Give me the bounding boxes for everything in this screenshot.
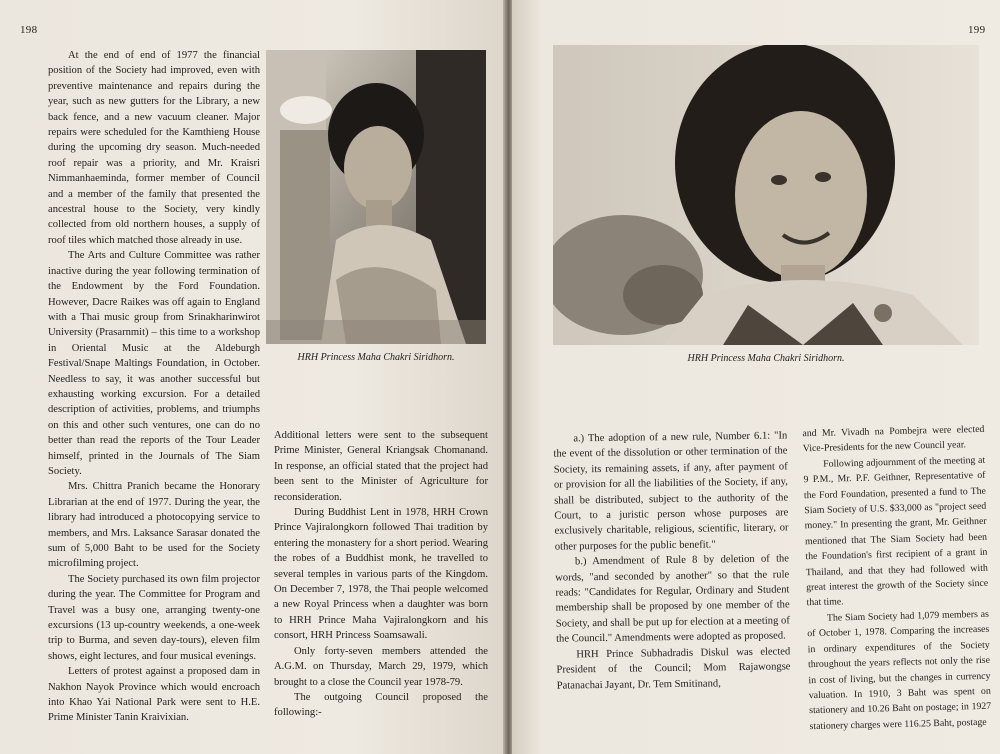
paragraph: Letters of protest against a proposed dam in Nakhon Nayok Province which would encroach into Khao Yai National Park were sent to H.E. Prime Minister Tanin Kraivixian. bbox=[48, 666, 260, 724]
page-number-right: 199 bbox=[968, 24, 986, 36]
left-column-2 bbox=[274, 428, 488, 721]
paragraph: At the end of end of 1977 the financial position of the Society had improved, even with preventive maintenance and repairs during the year, such as new gutters for the Library, a new back fence, and a new vacuum cleaner. Major repairs were scheduled for the Kamthieng House during the upcoming dry season. Much-needed roof repair was a priority, and Mr. Kraisri Nimmanhaeminda, former member of Council and a member of the family that presented the ancestral house to the Society, very kindly collected from old northern houses, a supply of roof tiles which matched those already in use. bbox=[48, 50, 260, 246]
princess-photo-right bbox=[553, 45, 979, 345]
paragraph: Only forty-seven members attended the A.G.M. on Thursday, March 29, 1979, which brought to a close the Council year 1978-79. bbox=[274, 645, 488, 688]
left-column-1 bbox=[48, 48, 260, 726]
paragraph: The Siam Society had 1,079 members as of October 1, 1978. Comparing the increases in ordinary expenditures of the Society throughout the years reflects not only the rise in cost of living, but the changes in currency valuation. In 1910, 3 Baht was spent on stationery and 10.26 Baht on postage; in 1927 stationery charges were 116.25 Baht, postage bbox=[807, 608, 992, 732]
right-column-2 bbox=[802, 422, 991, 734]
paragraph: The Society purchased its own film projector during the year. The Committee for Program and Travel was a busy one, arranging twenty-one excursions (13 up-country weekends, a one-week trip to Burma, and seven day-tours), eleven film shows, eight lectures, and four musical evenings. bbox=[48, 573, 260, 662]
photo-caption-right: HRH Princess Maha Chakri Siridhorn. bbox=[687, 353, 845, 364]
right-page bbox=[512, 0, 1000, 754]
paragraph: Following adjournment of the meeting at 9 P.M., Mr. P.F. Geithner, Representative of the Ford Foundation, presented a fund to The Siam Society of U.S. $33,000 as "project seed money." In presenting the grant, Mr. Geithner mentioned that The Siam Society had been the Foundation's first recipient of a grant in Thailand, and that they had followed with great interest the growth of the Society since that time. bbox=[803, 454, 989, 609]
paragraph: Additional letters were sent to the subsequent Prime Minister, General Kriangsak Chomanand. In response, an official stated that the project had been sent to the Minister of Agriculture for reconsideration. bbox=[274, 430, 488, 503]
paragraph: Mrs. Chittra Pranich became the Honorary Librarian at the end of 1977. During the year, the library had introduced a photocopying service to members, and Mrs. Laksance Sarasar donated the sum of 5,000 Baht to be used for the Society microfilming project. bbox=[48, 481, 260, 570]
paragraph: HRH Prince Subhadradis Diskul was elected President of the Council; Mom Rajawongse Patanachai Jayant, Dr. Tem Smitinand, bbox=[556, 646, 791, 692]
page-number-left: 198 bbox=[20, 24, 38, 36]
paragraph: b.) Amendment of Rule 8 by deletion of the words, "and seconded by another" so that the rule reads: "Candidates for Regular, Ordinary and Student membership shall be proposed by one member of the Society, and shall be put up for election at a meeting of the Council." Amendments were adopted as proposed. bbox=[555, 553, 790, 645]
paragraph: The Arts and Culture Committee was rather inactive during the year following termination of the Endowment by the Ford Foundation. However, Dacre Raikes was off again to England with a Thai music group from Srinakharinwirot University (Prasarnmit) – this time to a workshop in Oriental Music at the Aldeburgh Festival/Snape Maltings Foundation, in October. Needless to say, it was another successful but exhausting working excursion. For a detailed description of activities, problems, and triumphs on this and other such ventures, one can do no better than read the reports of the Tour Leader himself, printed in the Journals of The Siam Society. bbox=[48, 250, 260, 477]
photo-caption-left: HRH Princess Maha Chakri Siridhorn. bbox=[297, 352, 455, 363]
paragraph: The outgoing Council proposed the following:- bbox=[274, 691, 488, 719]
paragraph: and Mr. Vivadh na Pombejra were elected Vice-Presidents for the new Council year. bbox=[802, 423, 985, 455]
paragraph: During Buddhist Lent in 1978, HRH Crown Prince Vajiralongkorn followed Thai tradition by entering the monastery for a short period. Wearing the robes of a Buddhist monk, he travelled to several temples in various parts of the Kingdom. On December 7, 1978, the Thai people welcomed a new Royal Princess when a daughter was born to HRH Prince Maha Vajiralongkorn and his consort, HRH Princess Soamsawali. bbox=[274, 507, 488, 642]
right-column-1 bbox=[553, 428, 791, 693]
paragraph: a.) The adoption of a new rule, Number 6.1: "In the event of the dissolution or other termination of the Society, its remaining assets, if any, after payment of or provision for all the liabilities of the Society, if any, shall be distributed, subject to the authority of the Court, to a juristic person whose purposes are exclusively charitable, religious, scientific, literary, or other purposes for the public benefit." bbox=[553, 430, 789, 553]
princess-photo-left bbox=[266, 50, 486, 344]
